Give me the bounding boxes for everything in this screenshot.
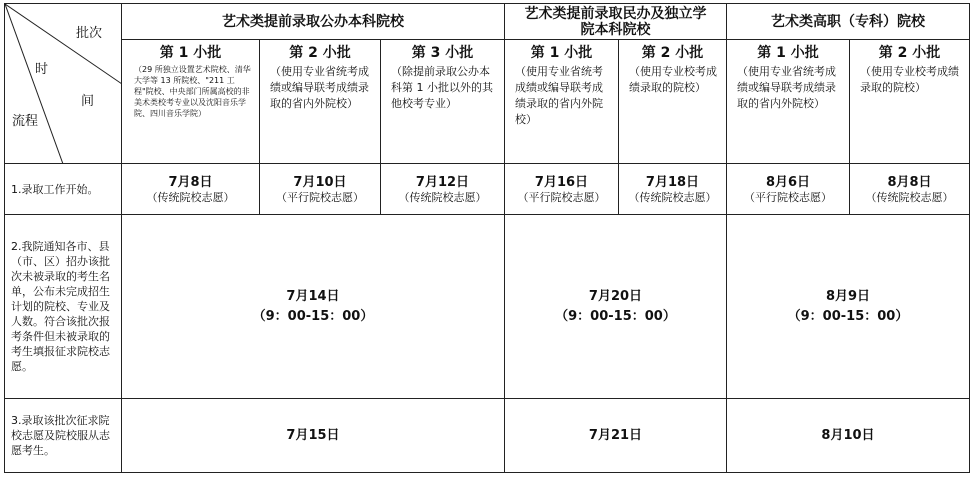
batch-description: （使用专业省统考成绩或编导联考成绩录取的省内外院校） [270,65,369,110]
corner-time-label: 时 [35,62,49,77]
date-note: （传统院校志愿） [628,190,717,204]
date-cell [260,164,381,215]
batch-description: （29 所独立设置艺术院校、清华大学等 13 所院校、"211 工程"院校、中央部门所属高校的非美术类校考专业以及沈阳音乐学院、四川音乐学院） [134,65,251,118]
batch-description: （使用专业省统考成绩或编导联考成绩录取的省内外院校） [737,65,836,110]
date-note: （平行院校志愿） [276,190,364,204]
date-value: 7月21日 [505,399,727,473]
date-value: 8月10日 [727,399,970,473]
batch-title: 第 2 小批 [289,45,351,61]
schedule-table [4,3,970,473]
batch-header-cell [505,40,619,164]
date-value: 7月20日 [588,289,643,304]
process-step-3: 3.录取该批次征求院校志愿及院校服从志愿考生。 [5,399,122,473]
date-note: （传统院校志愿） [398,190,487,204]
date-cell [122,215,505,399]
batch-title: 第 3 小批 [411,45,474,61]
date-note: （平行院校志愿） [744,190,832,204]
time-range: （9：00-15：00） [252,309,374,324]
date-value: 7月15日 [122,399,505,473]
batch-title: 第 1 小批 [530,45,593,61]
corner-flow-label: 流程 [12,114,39,129]
date-cell [122,164,260,215]
corner-jian-label: 间 [81,94,95,109]
batch-title: 第 1 小批 [757,45,819,61]
date-cell [381,164,505,215]
batch-description: （使用专业校考成绩录取的院校） [629,65,717,94]
batch-header-cell [727,40,850,164]
batch-title: 第 1 小批 [159,45,222,61]
corner-header-cell [5,4,122,164]
date-cell [727,164,850,215]
batch-title: 第 2 小批 [878,45,941,61]
date-note: （平行院校志愿） [517,190,606,204]
batch-description: （使用专业校考成绩录取的院校） [860,65,959,94]
date-value: 7月12日 [415,174,470,190]
date-cell [505,215,727,399]
date-value: 8月8日 [887,174,932,190]
date-value: 8月9日 [825,289,871,304]
batch-header-cell [381,40,505,164]
batch-header-cell [850,40,970,164]
corner-batch-label: 批次 [76,26,103,41]
group-header-private-undergrad: 艺术类提前录取民办及独立学院本科院校 [505,4,727,40]
diagonal-lines [5,4,122,164]
date-note: （传统院校志愿） [146,190,235,204]
batch-header-cell [619,40,727,164]
batch-header-cell [122,40,260,164]
time-range: （9：00-15：00） [555,309,676,324]
date-cell [850,164,970,215]
process-step-2: 2.我院通知各市、县（市、区）招办该批次未被录取的考生名单，公布未完成招生计划的院校、专业及人数。符合该批次报考条件但未被录取的考生填报征求院校志愿。 [5,215,122,399]
date-cell [505,164,619,215]
date-cell [619,164,727,215]
date-value: 8月6日 [765,174,811,190]
date-note: （传统院校志愿） [865,190,954,204]
date-value: 7月16日 [534,174,589,190]
batch-description: （除提前录取公办本科第 1 小批以外的其他校考专业） [391,65,493,110]
batch-title: 第 2 小批 [641,45,704,61]
group-header-public-undergrad: 艺术类提前录取公办本科院校 [122,4,505,40]
process-step-1: 1.录取工作开始。 [5,164,122,215]
date-value: 7月10日 [293,174,347,190]
date-cell [727,215,970,399]
time-range: （9：00-15：00） [787,309,909,324]
date-value: 7月18日 [645,174,700,190]
date-value: 7月8日 [168,174,213,190]
batch-description: （使用专业省统考成绩或编导联考成绩录取的省内外院校） [515,65,603,126]
batch-header-cell [260,40,381,164]
group-header-vocational: 艺术类高职（专科）院校 [727,4,970,40]
date-value: 7月14日 [286,289,340,304]
